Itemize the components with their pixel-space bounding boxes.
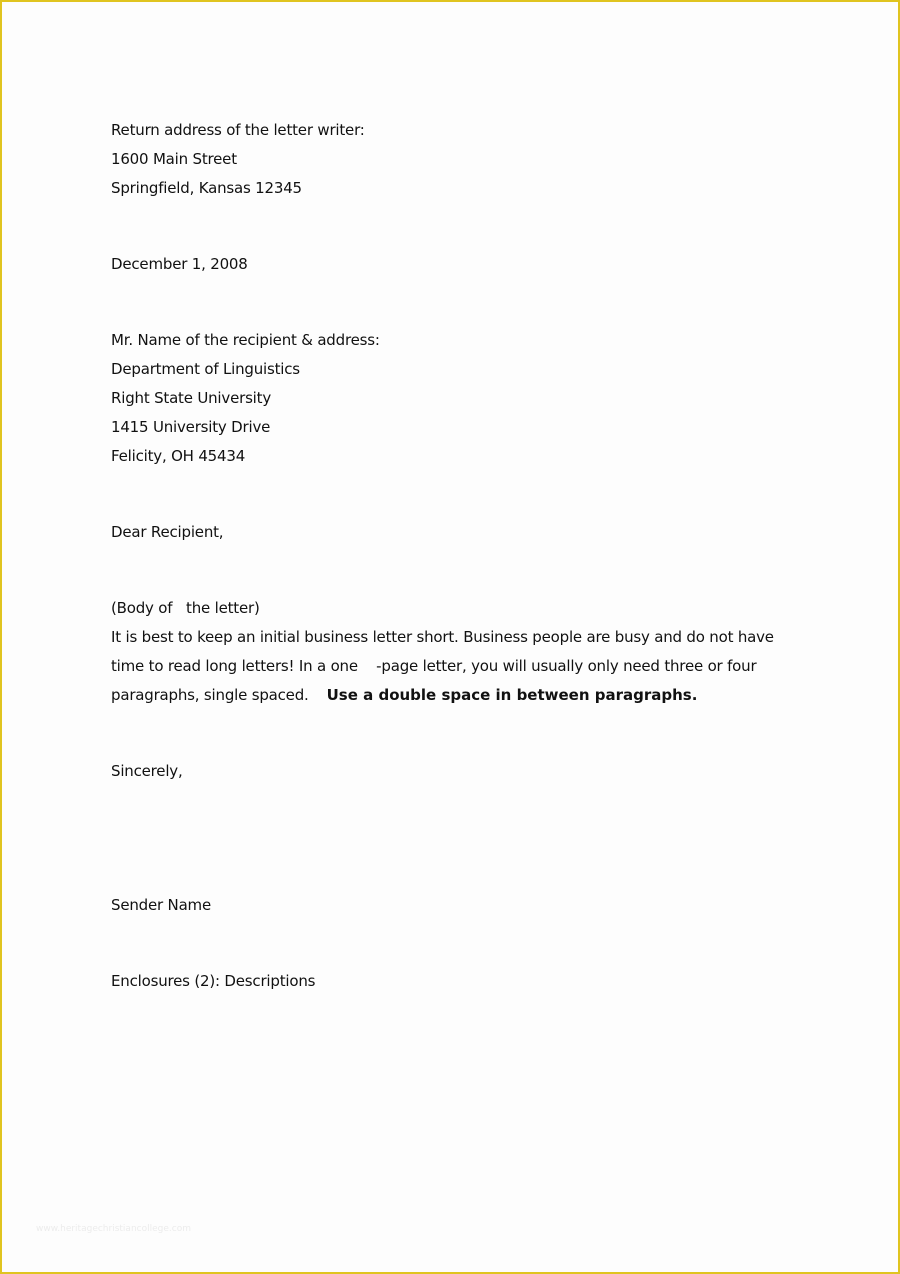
- recipient-institution: Right State University: [111, 389, 272, 407]
- spacer: [111, 471, 751, 518]
- return-address-street: 1600 Main Street: [111, 150, 237, 168]
- body-line-3-row: [111, 681, 751, 710]
- return-address-heading: Return address of the letter writer:: [111, 121, 365, 139]
- spacer: [111, 547, 751, 594]
- recipient-street: 1415 University Drive: [111, 418, 271, 436]
- body-line-2: time to read long letters! In a one -page letter, you will usually only need three or four: [111, 657, 757, 675]
- body-label: (Body of the letter): [111, 599, 260, 617]
- spacer: [111, 279, 751, 326]
- spacer: [111, 203, 751, 250]
- recipient-city: Felicity, OH 45434: [111, 447, 246, 465]
- watermark: www.heritagechristiancollege.com: [36, 1224, 191, 1234]
- enclosures: Enclosures (2): Descriptions: [111, 972, 316, 990]
- body-line-3: paragraphs, single spaced.: [111, 686, 309, 704]
- closing: Sincerely,: [111, 762, 183, 780]
- salutation: Dear Recipient,: [111, 523, 224, 541]
- sender-name: Sender Name: [111, 896, 211, 914]
- spacer: [111, 710, 751, 757]
- letter-content: [111, 116, 774, 996]
- body-emphasis: Use a double space in between paragraphs.: [326, 686, 698, 704]
- letter-date: December 1, 2008: [111, 255, 248, 273]
- body-line-1: It is best to keep an initial business letter short. Business people are busy and do not have: [111, 628, 774, 646]
- letter-body: [111, 594, 774, 710]
- return-address-block: [111, 116, 751, 203]
- recipient-department: Department of Linguistics: [111, 360, 300, 378]
- recipient-address-block: [111, 326, 751, 471]
- return-address-city: Springfield, Kansas 12345: [111, 179, 302, 197]
- recipient-heading: Mr. Name of the recipient & address:: [111, 331, 380, 349]
- signature-space: [111, 786, 751, 891]
- spacer: [111, 920, 751, 967]
